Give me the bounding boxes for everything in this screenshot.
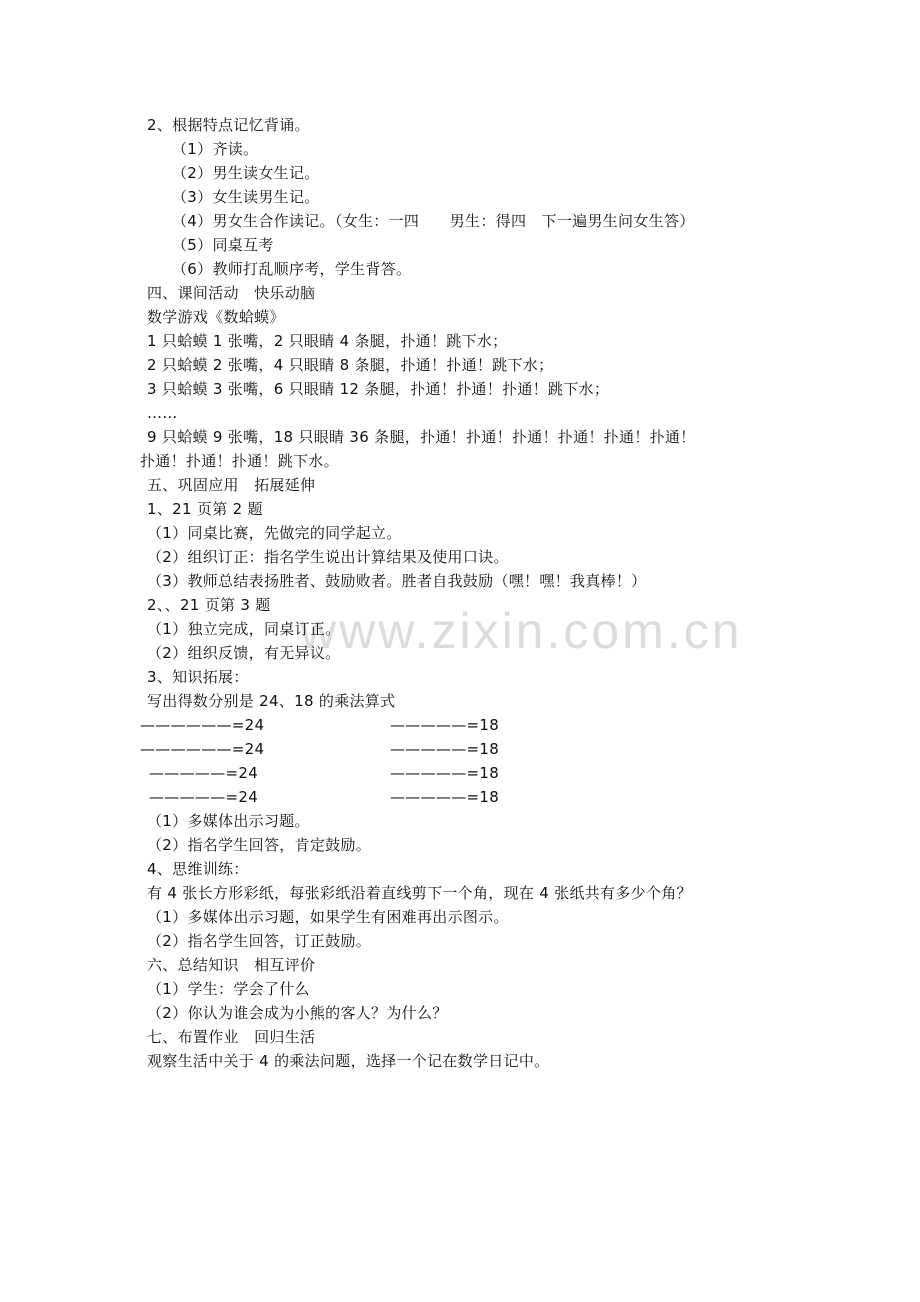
text-line: （1）多媒体出示习题。: [147, 812, 310, 830]
text-line: 4、思维训练：: [147, 860, 249, 878]
text-line: 1、21 页第 2 题: [147, 500, 263, 518]
text-line: 1 只蛤蟆 1 张嘴，2 只眼睛 4 条腿，扑通！跳下水；: [147, 332, 508, 350]
text-line: 扑通！扑通！扑通！跳下水。: [140, 452, 339, 470]
text-line: （2）指名学生回答，肯定鼓励。: [147, 836, 372, 854]
text-line: （2）指名学生回答，订正鼓励。: [147, 932, 372, 950]
text-line: 2 只蛤蟆 2 张嘴，4 只眼睛 8 条腿，扑通！扑通！跳下水；: [147, 356, 554, 374]
watermark: www.zixin.com.cn: [300, 603, 743, 659]
text-line: （6）教师打乱顺序考，学生背答。: [172, 260, 412, 278]
text-line: （2）组织订正：指名学生说出计算结果及使用口诀。: [147, 548, 509, 566]
text-line: （1）同桌比赛，先做完的同学起立。: [147, 524, 402, 542]
text-line: 3 只蛤蟆 3 张嘴，6 只眼睛 12 条腿，扑通！扑通！扑通！跳下水；: [147, 380, 610, 398]
text-line: （1）齐读。: [172, 140, 259, 158]
text-line: （1）独立完成，同桌订正。: [147, 620, 341, 638]
section-heading: 四、课间活动 快乐动脑: [147, 284, 316, 302]
text-line: （2）组织反馈，有无异议。: [147, 644, 341, 662]
equation-blank: ——————=24: [140, 716, 265, 734]
equation-blank: —————=18: [390, 788, 500, 806]
text-line: （1）多媒体出示习题，如果学生有困难再出示图示。: [147, 908, 509, 926]
text-line: （2）你认为谁会成为小熊的客人？为什么？: [147, 1004, 448, 1022]
section-heading: 五、巩固应用 拓展延伸: [147, 476, 316, 494]
text-line: （3）女生读男生记。: [172, 188, 320, 206]
equation-blank: —————=24: [149, 788, 259, 806]
text-line: （4）男女生合作读记。（女生：一四 男生：得四 下一遍男生问女生答）: [172, 212, 695, 230]
section-heading: 七、布置作业 回归生活: [147, 1028, 316, 1046]
text-line: 2、、21 页第 3 题: [147, 596, 271, 614]
text-line: 2、根据特点记忆背诵。: [147, 116, 310, 134]
text-line: 有 4 张长方形彩纸，每张彩纸沿着直线剪下一个角，现在 4 张纸共有多少个角？: [147, 884, 692, 902]
text-line: （3）教师总结表扬胜者、鼓励败者。胜者自我鼓励（嘿！嘿！我真棒！）: [147, 572, 647, 590]
text-line: 9 只蛤蟆 9 张嘴，18 只眼睛 36 条腿，扑通！扑通！扑通！扑通！扑通！扑通！: [147, 428, 696, 446]
text-line: 数学游戏《数蛤蟆》: [147, 308, 285, 326]
text-line: 3、知识拓展：: [147, 668, 249, 686]
section-heading: 六、总结知识 相互评价: [147, 956, 316, 974]
text-line: （5）同桌互考: [172, 236, 274, 254]
text-line: ……: [147, 404, 178, 422]
equation-blank: ——————=24: [140, 740, 265, 758]
text-line: 观察生活中关于 4 的乘法问题，选择一个记在数学日记中。: [147, 1052, 550, 1070]
equation-blank: —————=18: [390, 740, 500, 758]
text-line: （2）男生读女生记。: [172, 164, 320, 182]
equation-blank: —————=24: [149, 764, 259, 782]
equation-blank: —————=18: [390, 716, 500, 734]
text-line: （1）学生：学会了什么: [147, 980, 310, 998]
equation-blank: —————=18: [390, 764, 500, 782]
text-line: 写出得数分别是 24、18 的乘法算式: [147, 692, 396, 710]
